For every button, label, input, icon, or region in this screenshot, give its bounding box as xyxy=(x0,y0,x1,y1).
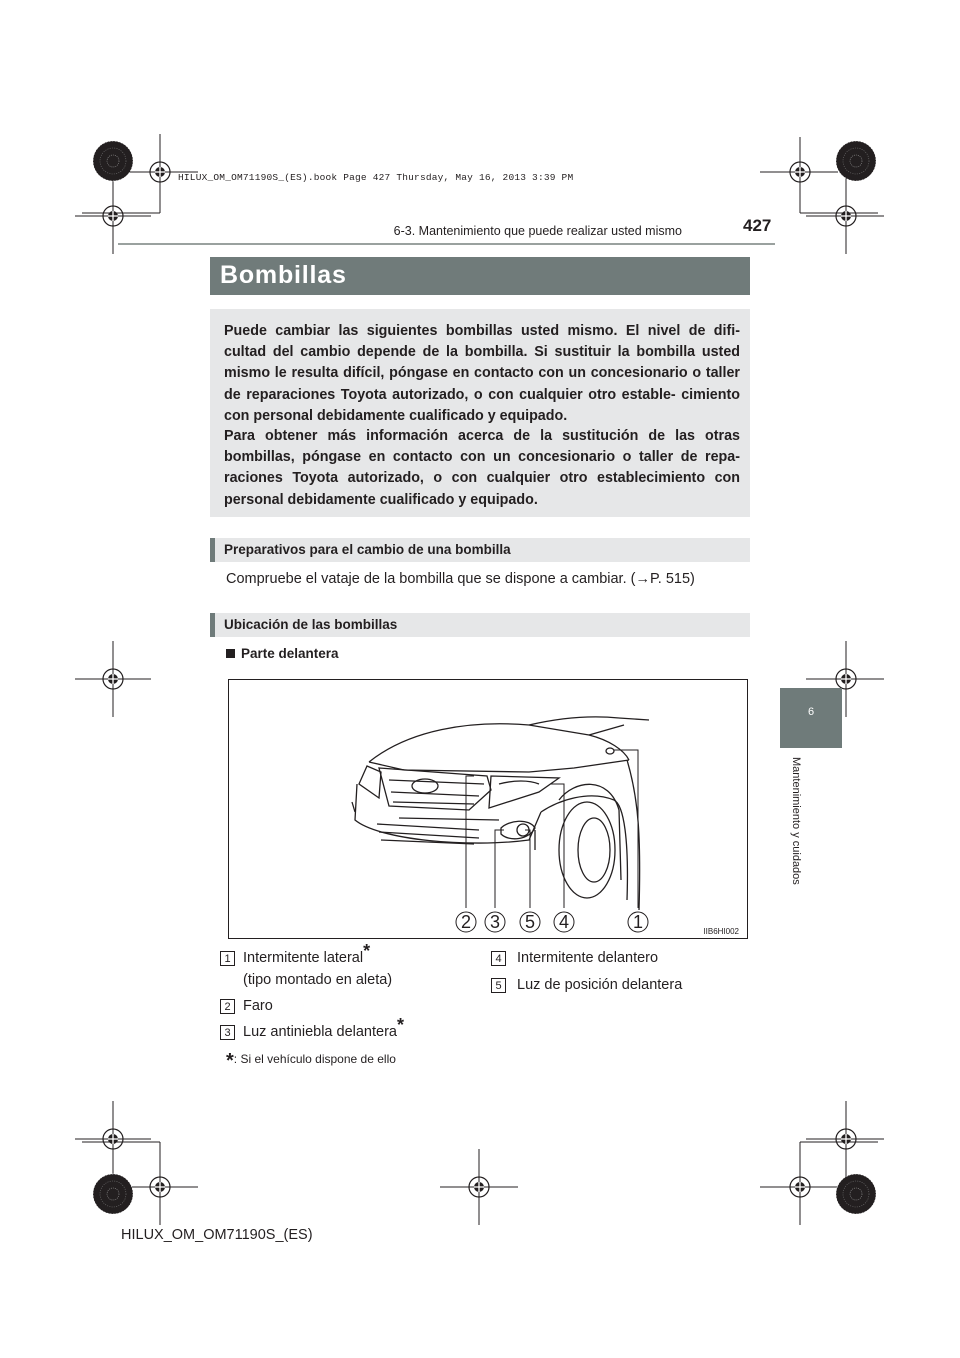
legend-number-5: 5 xyxy=(491,978,506,993)
section-heading-text: Preparativos para el cambio de una bombilla xyxy=(224,542,511,557)
asterisk-icon: * xyxy=(363,941,371,961)
print-info-line: HILUX_OM_OM71190S_(ES).book Page 427 Thursday, May 16, 2013 3:39 PM xyxy=(178,172,574,183)
section-heading-location xyxy=(210,613,750,637)
page-number: 427 xyxy=(743,216,772,235)
callout-3: 3 xyxy=(489,912,501,932)
legend-item-1 xyxy=(243,941,371,968)
footnote xyxy=(226,1050,396,1073)
legend-number-3: 3 xyxy=(220,1025,235,1040)
legend-item-4: Intermitente delantero xyxy=(517,950,659,966)
callout-5: 5 xyxy=(524,912,536,932)
legend-number-2: 2 xyxy=(220,999,235,1014)
legend-number-4: 4 xyxy=(491,951,506,966)
asterisk-icon: * xyxy=(396,1015,404,1035)
footnote-text: : Si el vehículo dispone de ello xyxy=(233,1052,396,1066)
intro-paragraph-2: Para obtener más información acerca de la sustitución de las otras bombillas, póngase en contacto con un concesionario o taller de repa- raciones Toyota autorizado, o con cualquier otro establecimiento con personal debidamente cualificado y equipado. xyxy=(224,428,740,508)
preparation-text: Compruebe el vataje de la bombilla que se dispone a cambiar. (→P. 515) xyxy=(226,571,695,587)
footnote-asterisk: * xyxy=(226,1050,234,1072)
callout-4: 4 xyxy=(558,912,570,932)
subheading-front-text: Parte delantera xyxy=(241,646,339,661)
legend-item-3-text: Luz antiniebla delantera xyxy=(243,1024,397,1040)
callout-2: 2 xyxy=(460,912,472,932)
page-title-bar xyxy=(210,257,750,295)
illustration-code: IIB6HI002 xyxy=(703,927,739,936)
legend-item-3 xyxy=(243,1015,404,1042)
square-bullet-icon xyxy=(226,649,235,658)
legend-item-1-text: Intermitente lateral xyxy=(243,950,364,966)
legend-number-1: 1 xyxy=(220,951,235,966)
chapter-tab: 6 xyxy=(780,688,842,748)
chapter-title-vertical: Mantenimiento y cuidados xyxy=(790,757,802,885)
legend-item-5: Luz de posición delantera xyxy=(517,977,683,993)
intro-box xyxy=(210,309,750,517)
section-heading-text: Ubicación de las bombillas xyxy=(224,617,398,632)
legend-item-1-subtext: (tipo montado en aleta) xyxy=(243,972,393,988)
car-front-drawing xyxy=(229,680,747,938)
intro-paragraph-1: Puede cambiar las siguientes bombillas usted mismo. El nivel de difi- cultad del cambio depende de la bombilla. Si sustituir la bombilla usted mismo le resulta difícil, póngase en contacto con un concesionario o taller de reparaciones Toyota autorizado, o con cualquier otro estable- cimiento con personal debidamente cualificado y equipado. xyxy=(224,323,740,424)
header-divider xyxy=(118,243,775,245)
section-header: 6-3. Mantenimiento que puede realizar usted mismo xyxy=(393,224,682,238)
subheading-front xyxy=(226,646,339,661)
page-title: Bombillas xyxy=(220,261,347,289)
section-heading-preparation xyxy=(210,538,750,562)
callout-1: 1 xyxy=(632,912,644,932)
legend-item-2: Faro xyxy=(243,998,273,1014)
vehicle-front-illustration xyxy=(228,679,748,939)
footer-doc-code: HILUX_OM_OM71190S_(ES) xyxy=(121,1227,313,1243)
